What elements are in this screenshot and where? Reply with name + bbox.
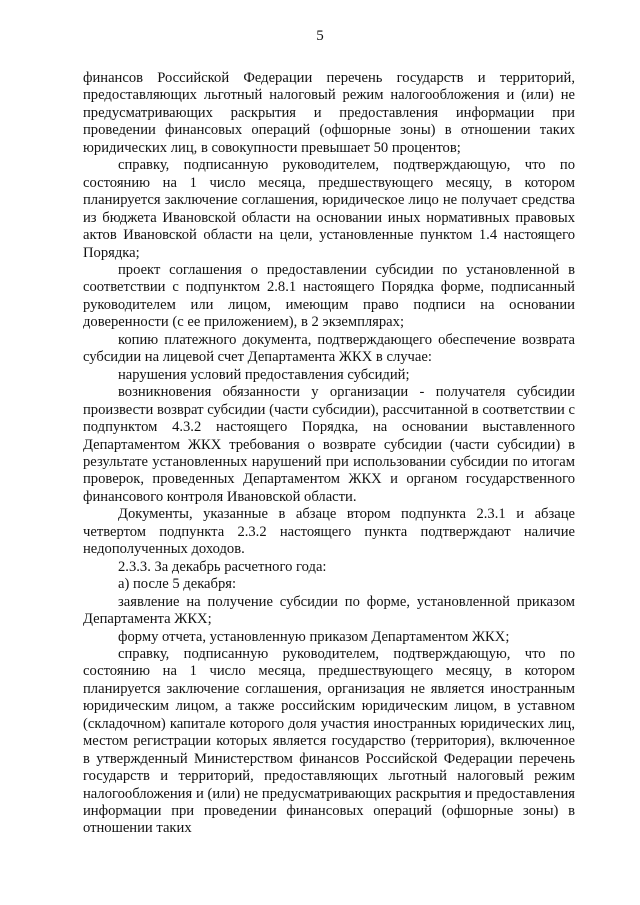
paragraph-1: финансов Российской Федерации перечень государств и территорий, предоставляющих льготный налоговый режим налогообложения и (или) не предусматривающих раскрытия и предоставления информации при проведении финансовых операций (офшорные зоны) в отношении таких юридических лиц, в совокупности превышает 50 процентов;	[83, 70, 575, 156]
paragraph-9: а) после 5 декабря:	[118, 576, 237, 593]
page-number: 5	[316, 28, 324, 44]
document-body	[83, 70, 575, 838]
paragraph-4: копию платежного документа, подтверждающего обеспечение возврата субсидии на лицевой счет Департамента ЖКХ в случае:	[83, 331, 575, 366]
paragraph-3: проект соглашения о предоставлении субсидии по установленной в соответствии с подпунктом 2.8.1 настоящего Порядка форме, подписанный руководителем или лицом, имеющим право подписи на основании доверенности (с ее приложением), в 2 экземплярах;	[83, 261, 575, 331]
paragraph-10: заявление на получение субсидии по форме, установленной приказом Департамента ЖКХ;	[83, 593, 575, 628]
paragraph-5: нарушения условий предоставления субсидий;	[118, 366, 410, 383]
paragraph-12: справку, подписанную руководителем, подтверждающую, что по состоянию на 1 число месяца, предшествующего месяцу, в котором планируется заключение соглашения, организация не является иностранным юридическим лицом, а также российским юридическим лицом, в уставном (складочном) капитале которого доля участия иностранных юридических лиц, местом регистрации которых является государство (территория), включенное в утвержденный Министерством финансов Российской Федерации перечень государств и территорий, предоставляющих льготный налоговый режим налогообложения и (или) не предусматривающих раскрытия и предоставления информации при проведении финансовых операций (офшорные зоны) в отношении таких	[83, 645, 575, 837]
paragraph-8: 2.3.3. За декабрь расчетного года:	[118, 558, 327, 575]
paragraph-6: возникновения обязанности у организации - получателя субсидии произвести возврат субсидии (части субсидии), рассчитанной в соответствии с подпунктом 4.3.2 настоящего Порядка, на основании выставленного Департаментом ЖКХ требования о возврате субсидии (части субсидии) в результате установленных нарушений при использовании субсидии по итогам проверок, проведенных Департаментом ЖКХ и органом государственного финансового контроля Ивановской области.	[83, 384, 575, 505]
paragraph-7: Документы, указанные в абзаце втором подпункта 2.3.1 и абзаце четвертом подпункта 2.3.2 настоящего пункта подтверждают наличие недополученных доходов.	[83, 506, 575, 558]
paragraph-11: форму отчета, установленную приказом Департаментом ЖКХ;	[118, 628, 510, 645]
paragraph-2: справку, подписанную руководителем, подтверждающую, что по состоянию на 1 число месяца, предшествующего месяцу, в котором планируется заключение соглашения, юридическое лицо не получает средства из бюджета Ивановской области на основании иных нормативных правовых актов Ивановской области на цели, установленные пунктом 1.4 настоящего Порядка;	[83, 157, 575, 261]
